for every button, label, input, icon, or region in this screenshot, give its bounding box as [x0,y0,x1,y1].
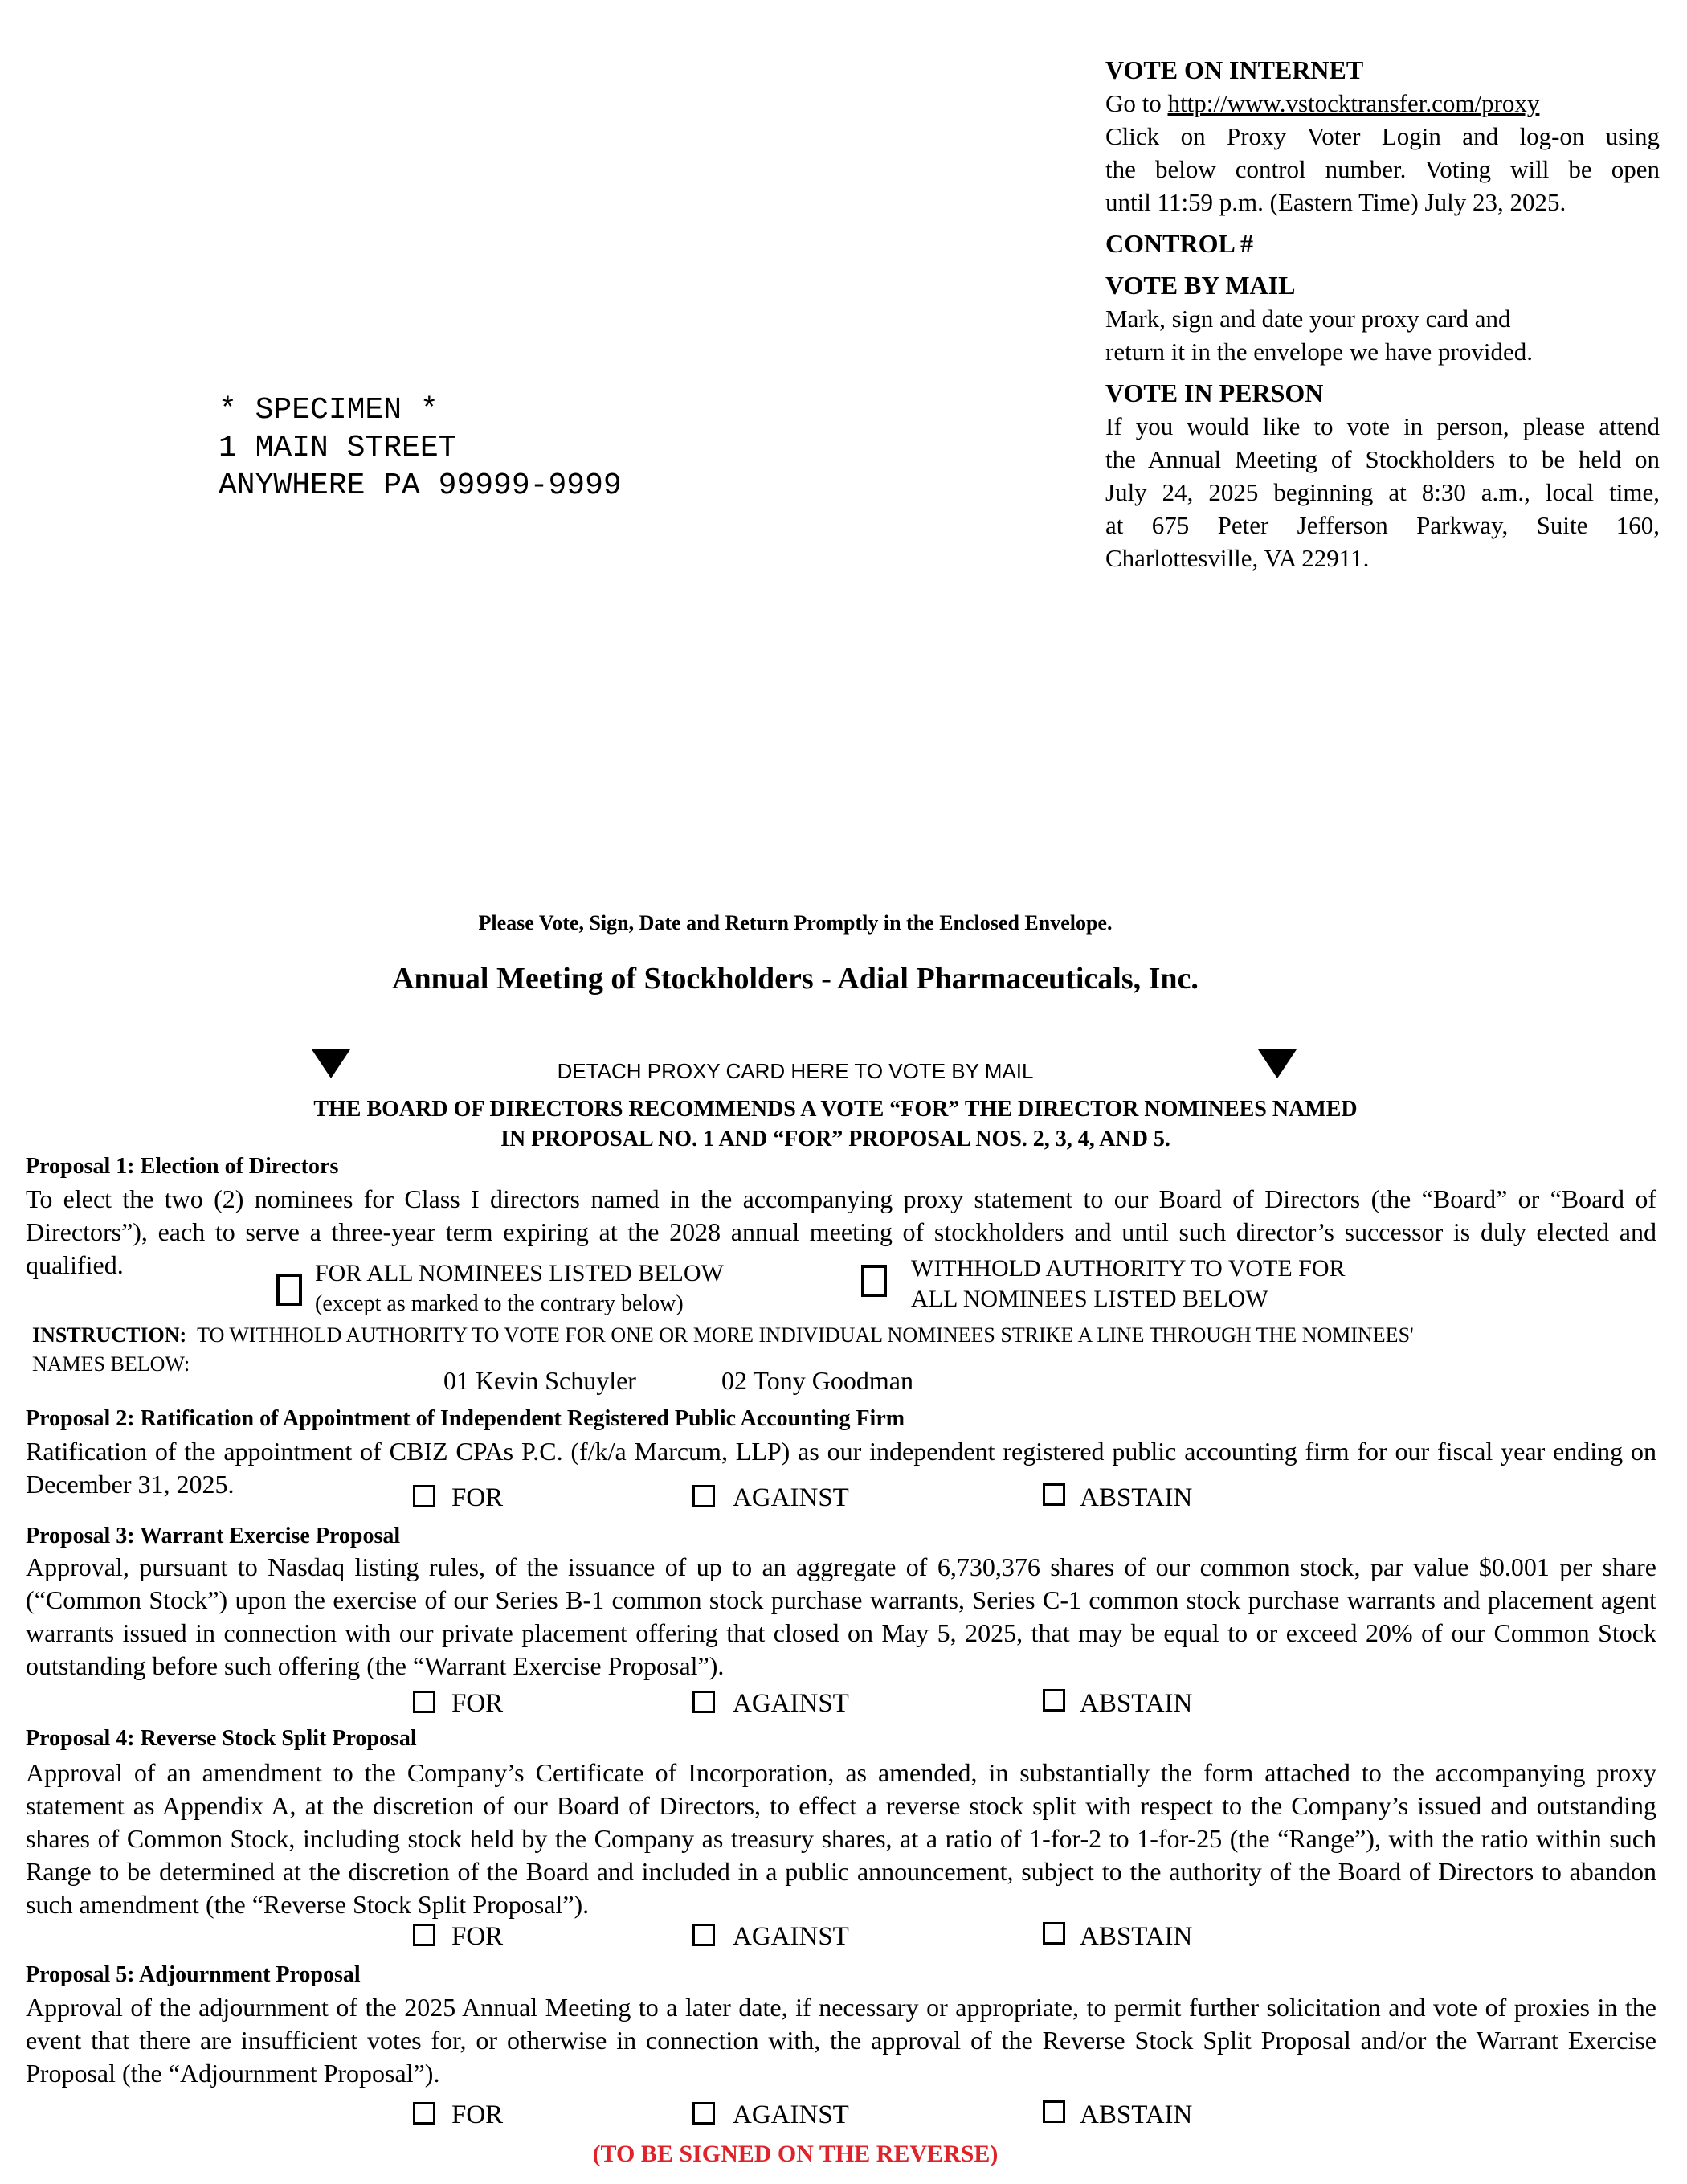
vote-person-line4: at 675 Peter Jefferson Parkway, Suite 160, [1105,511,1660,539]
address-line-2: 1 MAIN STREET [219,431,457,465]
proposal-1-text: To elect the two (2) nominees for Class I directors named in the accompanying proxy statement to our Board of Directors (the “Board” or “Board of Directors”), each to serve a three-year term expiring at the 2028 annual meeting of stockholders and until such director’s successor is duly elected and qualified. [26,1184,1656,1279]
proposal-2-for-label: FOR [451,1483,504,1512]
board-recommendation [0,1094,1671,1154]
for-all-line1: FOR ALL NOMINEES LISTED BELOW [315,1260,724,1286]
address-line-1: * SPECIMEN * [219,393,439,427]
for-all-nominees-label [315,1258,724,1319]
proposal-2-against-checkbox[interactable] [692,1485,715,1507]
proposal-5-abstain-checkbox[interactable] [1043,2100,1065,2123]
please-vote-notice: Please Vote, Sign, Date and Return Promptly in the Enclosed Envelope. [478,911,1113,935]
proposal-5-against-checkbox[interactable] [692,2102,715,2125]
proposal-5-for-label: FOR [451,2100,504,2129]
control-number-label: CONTROL # [1105,229,1254,258]
withhold-line1: WITHHOLD AUTHORITY TO VOTE FOR [911,1255,1346,1282]
proposal-5-against-label: AGAINST [733,2100,849,2129]
proposal-2-abstain-checkbox[interactable] [1043,1483,1065,1506]
proposal-5-title: Proposal 5: Adjournment Proposal [26,1962,361,1987]
proposal-5-for-checkbox[interactable] [413,2102,435,2125]
goto-prefix: Go to [1105,89,1168,117]
vote-internet-heading: VOTE ON INTERNET [1105,55,1364,84]
proposal-4-abstain-checkbox[interactable] [1043,1922,1065,1945]
proposal-2-for-checkbox[interactable] [413,1485,435,1507]
detach-arrow-right-icon [1258,1049,1297,1078]
proposal-4-against-checkbox[interactable] [692,1924,715,1946]
proposal-3-against-checkbox[interactable] [692,1691,715,1713]
detach-instruction: DETACH PROXY CARD HERE TO VOTE BY MAIL [557,1059,1034,1083]
proposal-1-title: Proposal 1: Election of Directors [26,1154,339,1179]
proposal-2-title: Proposal 2: Ratification of Appointment of Independent Registered Public Accounting Firm [26,1406,905,1431]
vote-person-line5: Charlottesville, VA 22911. [1105,544,1370,572]
proposal-3-for-label: FOR [451,1689,504,1718]
withhold-authority-label [911,1254,1346,1315]
voting-instructions [1105,53,1660,575]
board-rec-line2: IN PROPOSAL NO. 1 AND “FOR” PROPOSAL NOS. 2, 3, 4, AND 5. [500,1127,1170,1151]
board-rec-line1: THE BOARD OF DIRECTORS RECOMMENDS A VOTE “FOR” THE DIRECTOR NOMINEES NAMED [313,1097,1358,1122]
vote-internet-goto [1105,87,1660,120]
vote-internet-line3: until 11:59 p.m. (Eastern Time) July 23, 2025. [1105,188,1566,216]
address-line-3: ANYWHERE PA 99999-9999 [219,468,622,503]
proposal-3-abstain-label: ABSTAIN [1080,1689,1193,1718]
proposal-5-abstain-label: ABSTAIN [1080,2100,1193,2129]
proposal-4-for-label: FOR [451,1922,504,1951]
nominee-kevin-schuyler[interactable]: 01 Kevin Schuyler [443,1366,636,1395]
proposal-5-text: Approval of the adjournment of the 2025 Annual Meeting to a later date, if necessary or appropriate, to permit further solicitation and vote of proxies in the event that there are insufficient votes for, or otherwise in connection with, the approval of the Reverse Stock Split Proposal and/or the Warrant Exercise Proposal (the “Adjournment Proposal”). [26,1993,1656,2088]
proposal-3-abstain-checkbox[interactable] [1043,1689,1065,1712]
vote-person-line1: If you would like to vote in person, please attend [1105,412,1660,440]
proposal-2-against-label: AGAINST [733,1483,849,1512]
vote-mail-line2: return it in the envelope we have provided. [1105,337,1533,366]
vote-person-line3: July 24, 2025 beginning at 8:30 a.m., local time, [1105,478,1660,506]
proposal-2-text: Ratification of the appointment of CBIZ CPAs P.C. (f/k/a Marcum, LLP) as our independent registered public accounting firm for our fiscal year ending on December 31, 2025. [26,1437,1656,1499]
nominee-tony-goodman[interactable]: 02 Tony Goodman [721,1366,913,1395]
proposal-3-title: Proposal 3: Warrant Exercise Proposal [26,1523,401,1548]
proposal-2-abstain-label: ABSTAIN [1080,1483,1193,1512]
proxy-url-link[interactable]: http://www.vstocktransfer.com/proxy [1167,89,1540,117]
vote-mail-heading: VOTE BY MAIL [1105,271,1296,300]
for-all-line2: (except as marked to the contrary below) [315,1291,684,1316]
meeting-title: Annual Meeting of Stockholders - Adial Pharmaceuticals, Inc. [392,962,1199,996]
vote-internet-line2: the below control number. Voting will be open [1105,155,1660,183]
instruction-label: INSTRUCTION: [32,1323,187,1347]
proposal-3-for-checkbox[interactable] [413,1691,435,1713]
vote-person-heading: VOTE IN PERSON [1105,378,1324,407]
instruction-text: TO WITHHOLD AUTHORITY TO VOTE FOR ONE OR MORE INDIVIDUAL NOMINEES STRIKE A LINE THROUGH THE NOMINEES' NAMES BELOW: [32,1323,1414,1376]
mailing-address [219,391,622,505]
vote-person-line2: the Annual Meeting of Stockholders to be held on [1105,445,1660,473]
proposal-4-abstain-label: ABSTAIN [1080,1922,1193,1951]
proposal-3-text: Approval, pursuant to Nasdaq listing rules, of the issuance of up to an aggregate of 6,730,376 shares of our common stock, par value $0.001 per share (“Common Stock”) upon the exercise of our Series B-1 common stock purchase warrants, Series C-1 common stock purchase warrants and placement agent warrants issued in connection with our private placement offering that closed on May 5, 2025, that may be equal to or exceed 20% of our Common Stock outstanding before such offering (the “Warrant Exercise Proposal”). [26,1552,1656,1680]
for-all-nominees-checkbox[interactable] [276,1274,302,1306]
vote-internet-line1: Click on Proxy Voter Login and log-on using [1105,122,1660,150]
proposal-3-against-label: AGAINST [733,1689,849,1718]
proposal-4-text: Approval of an amendment to the Company’s Certificate of Incorporation, as amended, in substantially the form attached to the accompanying proxy statement as Appendix A, at the discretion of our Board of Directors, to effect a reverse stock split with respect to the Company’s issued and outstanding shares of Common Stock, including stock held by the Company as treasury shares, at a ratio of 1-for-2 to 1-for-25 (the “Range”), with the ratio within such Range to be determined at the discretion of the Board and included in a public announcement, subject to the authority of the Board of Directors to abandon such amendment (the “Reverse Stock Split Proposal”). [26,1758,1656,1919]
proposal-4-title: Proposal 4: Reverse Stock Split Proposal [26,1726,417,1751]
proposal-4-against-label: AGAINST [733,1922,849,1951]
vote-mail-line1: Mark, sign and date your proxy card and [1105,305,1511,333]
withhold-line2: ALL NOMINEES LISTED BELOW [911,1286,1268,1312]
proposal-4-for-checkbox[interactable] [413,1924,435,1946]
to-be-signed-notice: (TO BE SIGNED ON THE REVERSE) [592,2141,999,2167]
withhold-authority-checkbox[interactable] [861,1265,887,1297]
